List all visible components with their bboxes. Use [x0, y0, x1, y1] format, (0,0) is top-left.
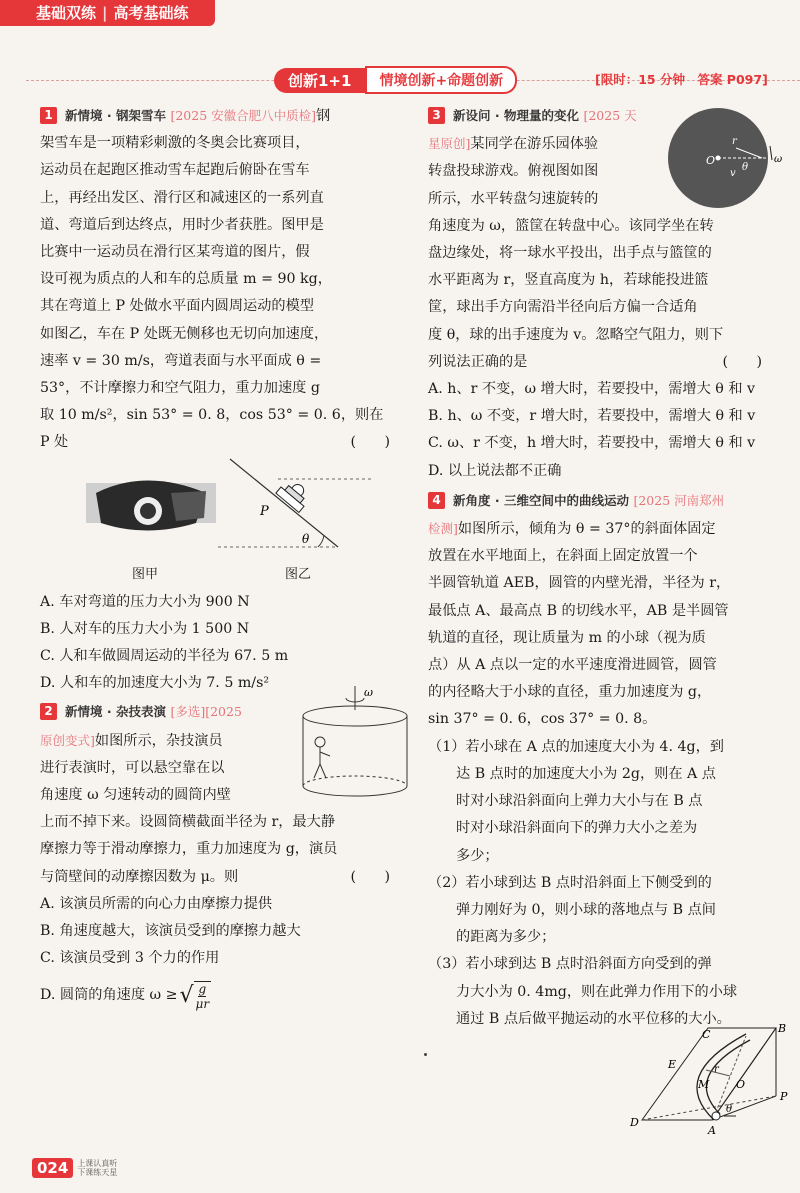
page-number: 024 — [32, 1158, 73, 1178]
question-number: 4 — [428, 492, 445, 509]
q3-line: 列说法正确的是 — [428, 353, 528, 370]
q4-line: 的内径略大于小球的直径，重力加速度为 g， — [428, 684, 712, 701]
q4-line: 最低点 A、最高点 B 的切线水平，AB 是半圆管 — [428, 602, 729, 619]
question-source: [2025 安徽合肥八中质检] — [170, 108, 317, 123]
fig-label-omega: ω — [364, 686, 373, 700]
fig-label-theta: θ — [302, 531, 310, 546]
fig-label-a: A — [708, 1124, 716, 1136]
q2-line-3: 角速度 ω 匀速转动的圆筒内壁 — [40, 787, 231, 804]
q2-line: 上而不掉下来。设圆筒横截面半径为 r，最大静 — [40, 814, 336, 831]
fig-label-d: D — [630, 1116, 639, 1129]
answer-option: B. 人对车的压力大小为 1 500 N — [40, 620, 250, 637]
figure-semicircle-tube — [628, 1016, 792, 1136]
q1-line: 比赛中一运动员在滑行区某弯道的图片，假 — [40, 244, 310, 261]
answer-option: D. 人和车的加速度大小为 7. 5 m/s² — [40, 675, 270, 692]
fig-label-c: C — [702, 1028, 711, 1041]
fig-label-b: B — [778, 1022, 787, 1035]
question-tag: 新情境 · 钢架雪车 — [65, 108, 166, 123]
q1-figures — [40, 457, 408, 589]
header-right: 高考基础练 — [113, 4, 189, 22]
q2-line: 与筒壁间的动摩擦因数为 μ。则 — [40, 868, 239, 885]
q4-subquestion-line: 时对小球沿斜面向下的弹力大小之差为 — [456, 820, 698, 837]
caption-fig-a: 图甲 — [132, 566, 159, 582]
answer-paren: ( ) — [350, 868, 390, 885]
q3-line: 盘边缘处，将一球水平投出，出手点与篮筐的 — [428, 245, 712, 262]
q2-line: 摩擦力等于滑动摩擦力，重力加速度为 g，演员 — [40, 841, 338, 858]
fig-label-p: P — [260, 503, 269, 519]
q1-head — [40, 102, 408, 130]
section-title — [274, 67, 517, 93]
q2-text: 如图所示，杂技演员 — [94, 732, 223, 749]
q4-text: 如图所示，倾角为 θ = 37°的斜面体固定 — [457, 521, 716, 538]
fraction-num: g — [198, 981, 207, 996]
q4-subquestions — [428, 734, 786, 1033]
q3-text: 某同学在游乐园体验 — [470, 136, 599, 153]
answer-option: C. 人和车做圆周运动的半径为 67. 5 m — [40, 648, 289, 665]
fig-label-omega: ω — [774, 154, 783, 165]
answer-option: B. h、ω 不变，r 增大时，若要投中，需增大 θ 和 v — [428, 408, 756, 425]
fig-label-theta: θ — [742, 162, 749, 173]
q4-head — [428, 487, 786, 515]
q4 — [428, 487, 786, 1033]
page-header — [0, 0, 800, 40]
q3-line: 筐，球出手方向需沿半径向后方偏一合适角 — [428, 299, 698, 316]
figure-b-diagram — [218, 457, 378, 557]
section-subtitle: 情境创新+命题创新 — [365, 66, 517, 94]
q4-subquestion-line: （3）若小球到达 B 点时沿斜面方向受到的弹 — [428, 956, 712, 973]
q4-subquestion-line: 时对小球沿斜面向上弹力大小与在 B 点 — [456, 793, 703, 810]
right-column — [428, 102, 786, 1033]
q1-options — [40, 589, 408, 698]
fig-label-o: O — [736, 1078, 746, 1091]
q1-line: 如图乙，车在 P 处既无侧移也无切向加速度， — [40, 325, 329, 342]
q4-subquestion-line: 多少； — [456, 847, 499, 864]
q1-line: 53°，不计摩擦力和空气阻力，重力加速度 g — [40, 380, 320, 397]
answer-paren: ( ) — [722, 353, 762, 370]
q4-subquestion-line: （2）若小球到达 B 点时沿斜面上下侧受到的 — [428, 874, 712, 891]
question-number: 1 — [40, 107, 57, 124]
q3 — [428, 102, 786, 485]
q4-line-1 — [428, 515, 786, 543]
q1-line: 取 10 m/s²，sin 53° = 0. 8，cos 53° = 0. 6，则在 — [40, 407, 384, 424]
question-number: 3 — [428, 107, 445, 124]
q3-line-3: 所示，水平转盘匀速旋转的 — [428, 190, 599, 207]
fig-label-r: r — [714, 1064, 719, 1075]
q4-line: 半圆管轨道 AEB，圆管的内壁光滑，半径为 r， — [428, 575, 731, 592]
answer-option: A. 该演员所需的向心力由摩擦力提供 — [40, 895, 273, 912]
answer-option: B. 角速度越大，该演员受到的摩擦力越大 — [40, 923, 301, 940]
question-source-cont: 原创变式] — [40, 732, 95, 748]
footer-line-2: 下课练天星 — [77, 1168, 118, 1177]
q2-option-d — [40, 981, 408, 1011]
answer-paren: ( ) — [350, 434, 390, 451]
q4-line: sin 37° = 0. 6，cos 37° = 0. 8。 — [428, 711, 657, 728]
fraction-den: μr — [195, 996, 210, 1011]
q1-line: 设可视为质点的人和车的总质量 m = 90 kg， — [40, 271, 332, 288]
q4-subquestion-line: 弹力刚好为 0，则小球的落地点与 B 点间 — [456, 901, 716, 918]
left-column — [40, 102, 408, 1011]
sqrt-expr: √ $\frac{g}{\mu r}$ — [179, 981, 210, 1011]
q3-line: 角速度为 ω，篮筐在转盘中心。该同学坐在转 — [428, 217, 714, 234]
stray-mark — [424, 1053, 427, 1056]
q1-line: 上，再经出发区、滑行区和减速区的一系列直 — [40, 189, 324, 206]
question-number: 2 — [40, 703, 57, 720]
q1-line: 运动员在起跑区推动雪车起跑后俯卧在雪车 — [40, 162, 310, 179]
q1-line: 道、弯道后到达终点，用时少者获胜。图甲是 — [40, 216, 324, 233]
header-left: 基础双练 — [36, 4, 97, 22]
q2-line-2: 进行表演时，可以悬空靠在以 — [40, 759, 225, 776]
caption-fig-b: 图乙 — [285, 566, 312, 582]
q2 — [40, 686, 408, 1011]
q1-last — [40, 429, 408, 456]
q4-subquestion-line: （1）若小球在 A 点的加速度大小为 4. 4g，到 — [428, 738, 724, 755]
fig-label-theta: θ — [726, 1104, 733, 1115]
question-tag: 新角度 · 三维空间中的曲线运动 — [453, 492, 629, 508]
q3-options — [428, 376, 786, 485]
q4-subquestion-line: 达 B 点时的加速度大小为 2g，则在 A 点 — [456, 765, 716, 782]
figure-a-photo — [86, 463, 216, 553]
fig-label-p: P — [780, 1090, 788, 1103]
q4-subquestion-line: 力大小为 0. 4mg，则在此弹力作用下的小球 — [456, 983, 738, 1000]
question-source-cont: 检测] — [428, 521, 458, 537]
q3-line: 度 θ，球的出手速度为 v。忽略空气阻力，则下 — [428, 326, 724, 343]
q1-body — [40, 130, 408, 429]
answer-option: A. h、r 不变，ω 增大时，若要投中，需增大 θ 和 v — [428, 381, 756, 398]
q3-line-2: 转盘投球游戏。俯视图如图 — [428, 163, 599, 180]
q1-text-start: 钢 — [316, 108, 331, 124]
page-footer — [32, 1158, 123, 1178]
question-tag: 新情境 · 杂技表演 — [65, 704, 166, 720]
header-bar: 基础双练 | 高考基础练 — [0, 0, 215, 26]
q4-line: 点）从 A 点以一定的水平速度滑进圆管，圆管 — [428, 657, 717, 674]
answer-option: A. 车对弯道的压力大小为 900 N — [40, 593, 250, 610]
time-limit: [限时：15 分钟 答案 P097] — [595, 72, 768, 87]
answer-option: C. ω、r 不变，h 增大时，若要投中，需增大 θ 和 v — [428, 435, 756, 452]
q1-line: 架雪车是一项精彩刺激的冬奥会比赛项目， — [40, 135, 310, 152]
q4-subquestion-line: 通过 B 点后做平抛运动的水平位移的大小。 — [456, 1010, 731, 1027]
question-source: [多选][2025 — [170, 704, 242, 720]
question-source-cont: 星原创] — [428, 136, 471, 152]
footer-slogan — [77, 1159, 123, 1177]
question-tag: 新设问 · 物理量的变化 — [453, 108, 579, 123]
q3-line: 水平距离为 r，竖直高度为 h，若球能投进篮 — [428, 272, 709, 289]
answer-option: D. 以上说法都不正确 — [428, 462, 562, 479]
q4-subquestion-line: 的距离为多少； — [456, 929, 556, 946]
q1-line: 其在弯道上 P 处做水平面内圆周运动的模型 — [40, 298, 314, 315]
q4-line: 放置在水平地面上，在斜面上固定放置一个 — [428, 548, 698, 565]
q1-line: 速率 v = 30 m/s，弯道表面与水平面成 θ = — [40, 352, 322, 369]
fig-label-o: O — [706, 154, 716, 167]
figure-turntable — [666, 106, 788, 214]
fig-label-v: v — [730, 168, 736, 179]
q4-body — [428, 543, 786, 733]
q2-options — [40, 891, 408, 973]
fig-label-r: r — [732, 136, 737, 147]
question-source: [2025 河南郑州 — [633, 492, 725, 508]
footer-line-1: 上课认真听 — [77, 1159, 118, 1168]
figure-cylinder — [298, 686, 410, 798]
option-d-text: D. 圆筒的角速度 ω ≥ — [40, 986, 178, 1003]
section-main-title: 创新1+1 — [274, 68, 365, 93]
fig-label-e: E — [668, 1058, 677, 1071]
q1-last-text: P 处 — [40, 434, 69, 451]
question-source: [2025 天 — [583, 108, 637, 123]
fig-label-m: M — [698, 1078, 710, 1091]
answer-option: C. 该演员受到 3 个力的作用 — [40, 950, 220, 967]
q4-line: 轨道的直径，现让质量为 m 的小球（视为质 — [428, 629, 706, 646]
